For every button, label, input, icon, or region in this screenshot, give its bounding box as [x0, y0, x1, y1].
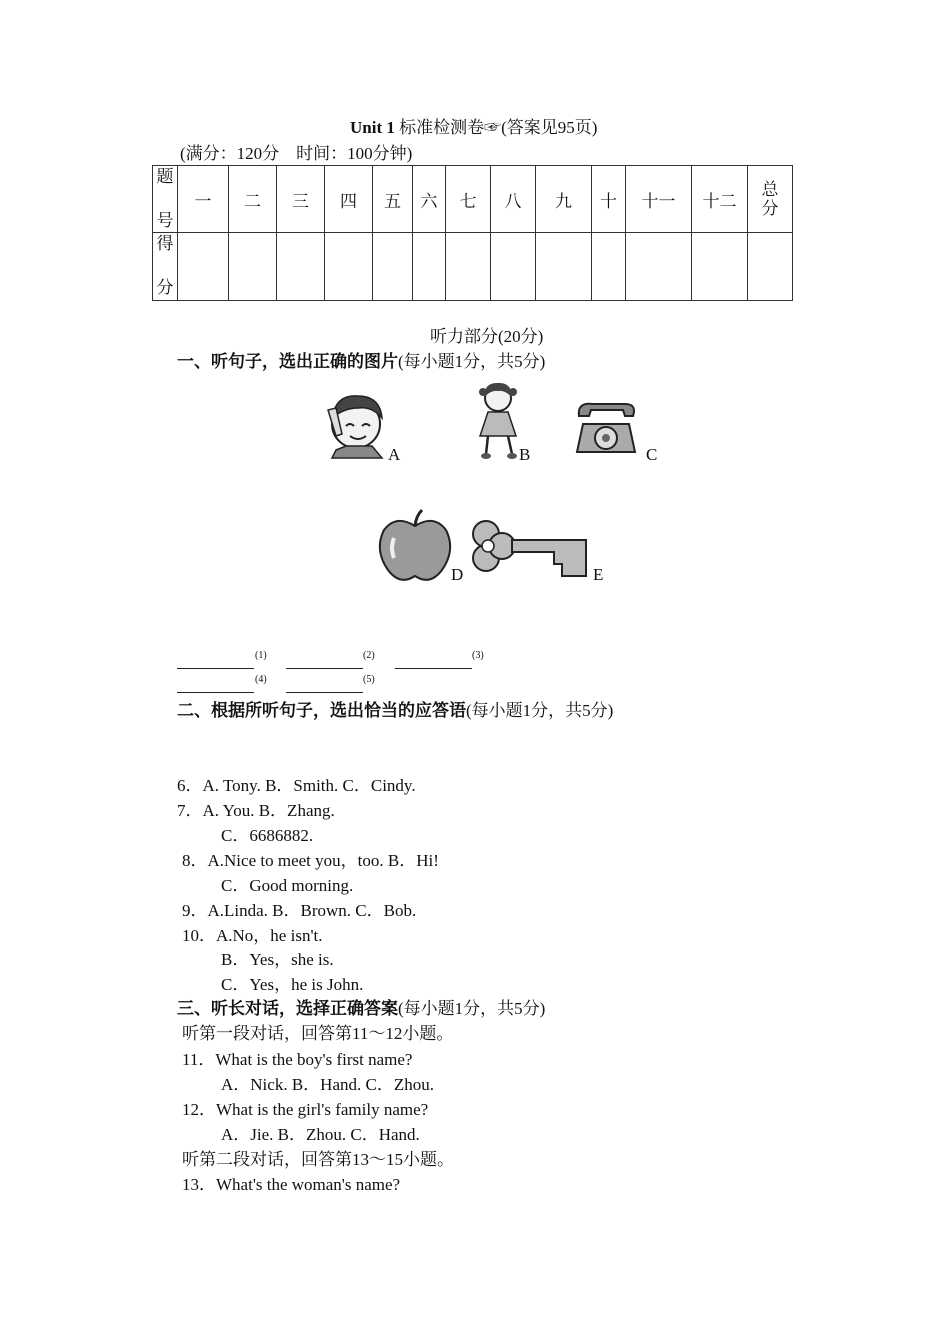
question-12-options: A．Jie. B．Zhou. C．Hand. [221, 1125, 420, 1144]
col-2: 二 [229, 166, 277, 233]
section-number: 三、 [177, 999, 211, 1018]
section-number: 一、 [177, 352, 211, 371]
dialog-2-instruction: 听第二段对话，回答第13～15小题。 [182, 1150, 454, 1169]
title-unit: Unit 1 [350, 118, 395, 137]
question-6: 6．A. Tony. B．Smith. C．Cindy. [177, 776, 416, 795]
answer-blank-3[interactable] [395, 668, 472, 669]
score-cell[interactable] [446, 233, 491, 300]
blank-number: (5) [363, 674, 375, 685]
picture-label-e: E [593, 565, 604, 584]
section-3-heading [177, 1000, 545, 1017]
col-12: 十二 [692, 166, 748, 233]
question-13: 13．What's the woman's name? [182, 1175, 401, 1194]
question-11: 11．What is the boy's first name? [182, 1050, 413, 1069]
score-cell[interactable] [491, 233, 536, 300]
answer-blank-2[interactable] [286, 668, 363, 669]
section-title: 根据所听句子，选出恰当的应答语 [211, 701, 466, 720]
row-label-char: 题 [156, 167, 174, 186]
col-9: 九 [536, 166, 592, 233]
picture-label-c: C [646, 445, 658, 464]
telephone-picture [573, 398, 639, 458]
question-8-option-c: C．Good morning. [221, 876, 354, 895]
girl-picture [474, 380, 522, 462]
col-11: 十一 [626, 166, 692, 233]
listening-heading: 听力部分(20分) [430, 327, 544, 346]
score-table [152, 165, 793, 301]
col-5: 五 [373, 166, 413, 233]
section-note: (每小题1分，共5分) [466, 701, 614, 720]
col-10: 十 [592, 166, 626, 233]
score-cell[interactable] [692, 233, 748, 300]
col-3: 三 [277, 166, 325, 233]
score-table-header-row [153, 166, 793, 233]
score-table-score-row [153, 233, 793, 300]
blank-number: (4) [255, 674, 267, 685]
blank-number: (3) [472, 650, 484, 661]
row-label-score [153, 233, 178, 300]
question-10-option-c: C．Yes，he is John. [221, 975, 364, 994]
row-label-char: 得 [156, 234, 174, 254]
title-text: 标准检测卷☞(答案见95页) [399, 118, 598, 137]
row-label-question [153, 166, 178, 233]
score-cell[interactable] [229, 233, 277, 300]
col-total [748, 166, 793, 233]
score-cell[interactable] [373, 233, 413, 300]
score-cell[interactable] [413, 233, 446, 300]
total-char: 分 [761, 199, 779, 219]
score-cell[interactable] [325, 233, 373, 300]
exam-meta: (满分：120分 时间：100分钟) [180, 144, 413, 163]
col-7: 七 [446, 166, 491, 233]
section-2-heading [177, 702, 613, 719]
section-title: 听句子，选出正确的图片 [211, 352, 398, 371]
question-10: 10．A.No，he isn't. [182, 926, 323, 945]
question-12: 12．What is the girl's family name? [182, 1100, 429, 1119]
score-cell[interactable] [748, 233, 793, 300]
score-cell[interactable] [592, 233, 626, 300]
boy-picture [322, 388, 392, 462]
score-cell[interactable] [536, 233, 592, 300]
answer-blank-5[interactable] [286, 692, 363, 693]
picture-label-b: B [519, 445, 531, 464]
section-note: (每小题1分，共5分) [398, 352, 546, 371]
score-cell[interactable] [626, 233, 692, 300]
row-label-char: 号 [156, 211, 174, 231]
picture-label-d: D [451, 565, 464, 584]
question-10-option-b: B．Yes，she is. [221, 950, 334, 969]
blank-number: (2) [363, 650, 375, 661]
col-4: 四 [325, 166, 373, 233]
total-char: 总 [761, 179, 779, 199]
question-7: 7．A. You. B．Zhang. [177, 801, 335, 820]
question-11-options: A．Nick. B．Hand. C．Zhou. [221, 1075, 434, 1094]
section-1-heading [177, 353, 545, 370]
section-number: 二、 [177, 701, 211, 720]
score-cell[interactable] [277, 233, 325, 300]
section-note: (每小题1分，共5分) [398, 999, 546, 1018]
question-8: 8．A.Nice to meet you，too. B．Hi! [182, 851, 439, 870]
question-7-option-c: C．6686882. [221, 826, 314, 845]
question-9: 9．A.Linda. B．Brown. C．Bob. [182, 901, 417, 920]
col-6: 六 [413, 166, 446, 233]
apple-picture [376, 508, 454, 584]
blank-number: (1) [255, 650, 267, 661]
page-title [350, 119, 597, 136]
score-cell[interactable] [178, 233, 229, 300]
picture-label-a: A [388, 445, 401, 464]
row-label-char: 分 [156, 278, 174, 298]
dialog-1-instruction: 听第一段对话，回答第11～12小题。 [182, 1024, 454, 1043]
key-picture [462, 512, 592, 580]
col-8: 八 [491, 166, 536, 233]
answer-blank-4[interactable] [177, 692, 254, 693]
section-title: 听长对话，选择正确答案 [211, 999, 398, 1018]
col-1: 一 [178, 166, 229, 233]
answer-blank-1[interactable] [177, 668, 254, 669]
